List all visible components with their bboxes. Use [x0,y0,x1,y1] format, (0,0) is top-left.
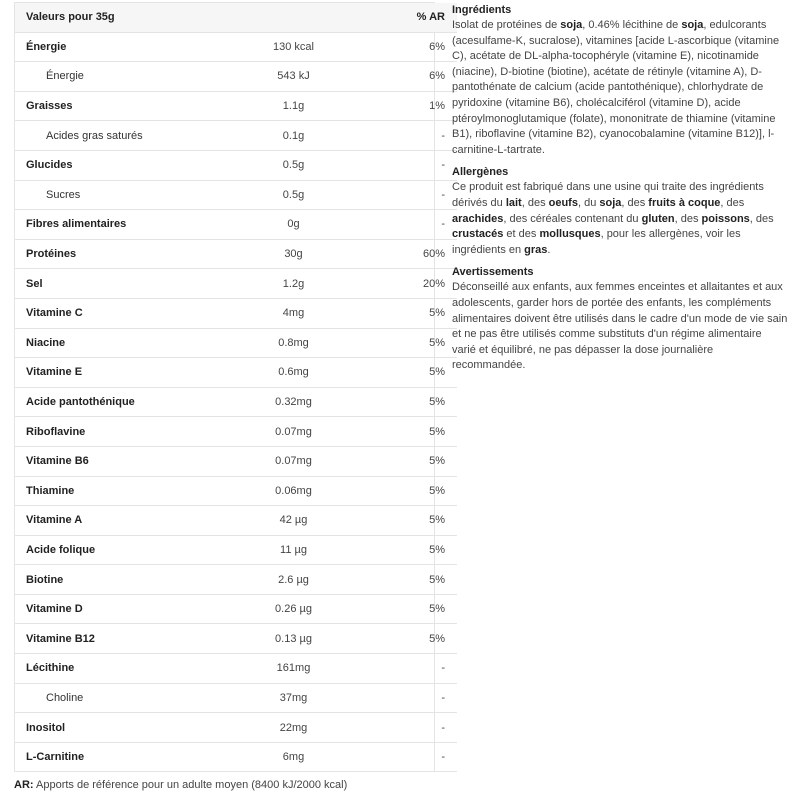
bold-term: gluten [641,212,675,225]
allergens-text [452,180,788,258]
product-info-panel [452,2,788,380]
nutrient-ar: - [346,180,457,210]
nutrient-name: Vitamine E [15,358,241,388]
bold-term: gras [524,243,548,256]
nutrient-ar: 5% [346,476,457,506]
nutrient-quantity: 1.1g [241,91,346,121]
text-segment: , edulcorants (acesulfame-K, sucralose), vitamines [acide L-ascorbique (vitamine C), acétate de DL-alpha-tocophéryle (vitamine E), nicotinamide (niacine), D-biotine (biotine), acétate de rétinyle (vitamine A), D-pantothénate de calcium (acide pantothénique), chlorhydrate de pyridoxine (vitamine B6), cholécalciférol (vitamine D), acide ptéroylmonoglutamique (folate), mononitrate de thiamine (vitamine B1), riboflavine (vitamine B2), cyanocobalamine (vitamine B12)], l-carnitine-L-tartrate. [452,19,780,156]
ingredients-title: Ingrédients [452,4,512,16]
table-row [15,594,457,624]
text-segment: et des [503,228,540,241]
table-row [15,417,457,447]
nutrient-ar: - [346,742,457,772]
text-segment: Isolat de protéines de [452,19,561,31]
allergens-section [452,164,788,258]
nutrient-ar: 6% [346,32,457,62]
footnote-label: AR: [14,779,34,791]
table-row [15,387,457,417]
nutrient-quantity: 1.2g [241,269,346,299]
table-row [15,683,457,713]
nutrient-ar: 5% [346,328,457,358]
nutrition-table [15,3,457,772]
nutrient-name: Vitamine A [15,506,241,536]
ar-footnote [14,779,347,791]
nutrient-quantity: 543 kJ [241,62,346,92]
table-row [15,180,457,210]
nutrient-ar: - [346,121,457,151]
nutrient-name: Thiamine [15,476,241,506]
table-row [15,358,457,388]
nutrient-ar: 1% [346,91,457,121]
text-segment: , des [621,196,649,209]
nutrient-name: Lécithine [15,654,241,684]
table-row [15,121,457,151]
nutrition-table-body [15,32,457,772]
nutrient-name: Acide pantothénique [15,387,241,417]
bold-term: soja [599,196,622,209]
nutrient-quantity: 22mg [241,713,346,743]
nutrient-quantity: 0.07mg [241,417,346,447]
nutrient-ar: 5% [346,594,457,624]
text-segment: , des [674,212,702,225]
nutrient-name: Graisses [15,91,241,121]
text-segment: , des [720,196,745,209]
nutrient-name: Fibres alimentaires [15,210,241,240]
table-row [15,62,457,92]
nutrient-ar: 5% [346,565,457,595]
table-row [15,91,457,121]
table-row [15,654,457,684]
nutrient-quantity: 30g [241,239,346,269]
bold-term: soja [681,19,704,31]
nutrient-quantity: 4mg [241,298,346,328]
bold-term: arachides [452,212,504,225]
nutrient-ar: 5% [346,358,457,388]
nutrient-name: Vitamine B6 [15,446,241,476]
nutrient-ar: 5% [346,446,457,476]
nutrient-quantity: 0.6mg [241,358,346,388]
nutrient-name: Sel [15,269,241,299]
text-segment: , pour les allergènes, voir les ingrédients en [452,228,741,256]
nutrient-ar: 5% [346,506,457,536]
nutrient-name: Inositol [15,713,241,743]
nutrient-name: Énergie [15,62,241,92]
nutrient-ar: 5% [346,387,457,417]
warnings-text: Déconseillé aux enfants, aux femmes enceintes et allaitantes et aux adolescents, garder hors de portée des enfants, les compléments alimentaires doivent être utilisés dans le cadre d'un mode de vie sain et ne pas être utilisés comme substituts d'un régime alimentaire varié et équilibré, ne pas dépasser la dose journalière recommandée. [452,281,788,372]
text-segment: Ce produit est fabriqué dans une usine qui traite des ingrédients dérivés du [452,181,764,209]
bold-term: mollusques [539,228,601,241]
nutrient-name: Acide folique [15,535,241,565]
nutrient-name: Choline [15,683,241,713]
bold-term: crustacés [452,228,504,241]
nutrition-table-container [14,2,445,772]
nutrient-quantity: 0.5g [241,150,346,180]
nutrient-quantity: 42 µg [241,506,346,536]
nutrient-quantity: 0.1g [241,121,346,151]
text-segment: , des [521,196,549,209]
table-row [15,32,457,62]
nutrient-name: Riboflavine [15,417,241,447]
nutrient-ar: - [346,210,457,240]
text-segment: . [547,243,551,256]
nutrient-ar: - [346,683,457,713]
table-row [15,269,457,299]
header-quantity [241,3,346,32]
table-row [15,476,457,506]
bold-term: fruits à coque [648,196,721,209]
nutrient-quantity: 0.26 µg [241,594,346,624]
warnings-title: Avertissements [452,266,534,279]
table-row [15,446,457,476]
ingredients-section [452,2,788,158]
nutrient-name: Niacine [15,328,241,358]
table-row [15,742,457,772]
header-serving: Valeurs pour 35g [15,3,241,32]
bold-term: oeufs [548,196,578,209]
bold-term: poissons [701,212,750,225]
nutrient-quantity: 161mg [241,654,346,684]
table-row [15,239,457,269]
table-header-row [15,3,457,32]
warnings-section [452,264,788,374]
footnote-text: Apports de référence pour un adulte moyen (8400 kJ/2000 kcal) [33,779,348,791]
text-segment: , 0.46% lécithine de [582,19,682,31]
nutrient-name: L-Carnitine [15,742,241,772]
text-segment: , des [749,212,774,225]
nutrient-name: Énergie [15,32,241,62]
nutrient-ar: 5% [346,624,457,654]
nutrient-quantity: 0.07mg [241,446,346,476]
header-ar: % AR [346,3,457,32]
table-row [15,150,457,180]
nutrient-quantity: 11 µg [241,535,346,565]
nutrient-quantity: 0g [241,210,346,240]
nutrient-name: Vitamine B12 [15,624,241,654]
nutrient-quantity: 0.06mg [241,476,346,506]
nutrient-quantity: 37mg [241,683,346,713]
nutrient-ar: 5% [346,417,457,447]
nutrient-quantity: 0.13 µg [241,624,346,654]
text-segment: , du [577,196,600,209]
bold-term: soja [560,19,583,31]
text-segment: , des céréales contenant du [503,212,642,225]
nutrient-quantity: 0.5g [241,180,346,210]
nutrient-name: Acides gras saturés [15,121,241,151]
table-row [15,535,457,565]
nutrient-quantity: 2.6 µg [241,565,346,595]
nutrient-quantity: 0.32mg [241,387,346,417]
nutrient-name: Sucres [15,180,241,210]
table-row [15,713,457,743]
nutrient-ar: - [346,654,457,684]
nutrient-ar: 5% [346,298,457,328]
nutrient-ar: 6% [346,62,457,92]
table-row [15,328,457,358]
nutrient-quantity: 130 kcal [241,32,346,62]
nutrient-quantity: 6mg [241,742,346,772]
table-row [15,298,457,328]
nutrient-name: Protéines [15,239,241,269]
table-row [15,565,457,595]
table-row [15,210,457,240]
table-row [15,624,457,654]
nutrient-name: Biotine [15,565,241,595]
nutrient-ar: 60% [346,239,457,269]
nutrient-ar: 20% [346,269,457,299]
nutrient-name: Glucides [15,150,241,180]
nutrient-name: Vitamine C [15,298,241,328]
nutrient-ar: - [346,150,457,180]
nutrient-ar: 5% [346,535,457,565]
nutrient-quantity: 0.8mg [241,328,346,358]
nutrient-ar: - [346,713,457,743]
nutrient-name: Vitamine D [15,594,241,624]
ingredients-text [452,18,788,158]
bold-term: lait [505,196,522,209]
table-row [15,506,457,536]
allergens-title: Allergènes [452,166,509,179]
